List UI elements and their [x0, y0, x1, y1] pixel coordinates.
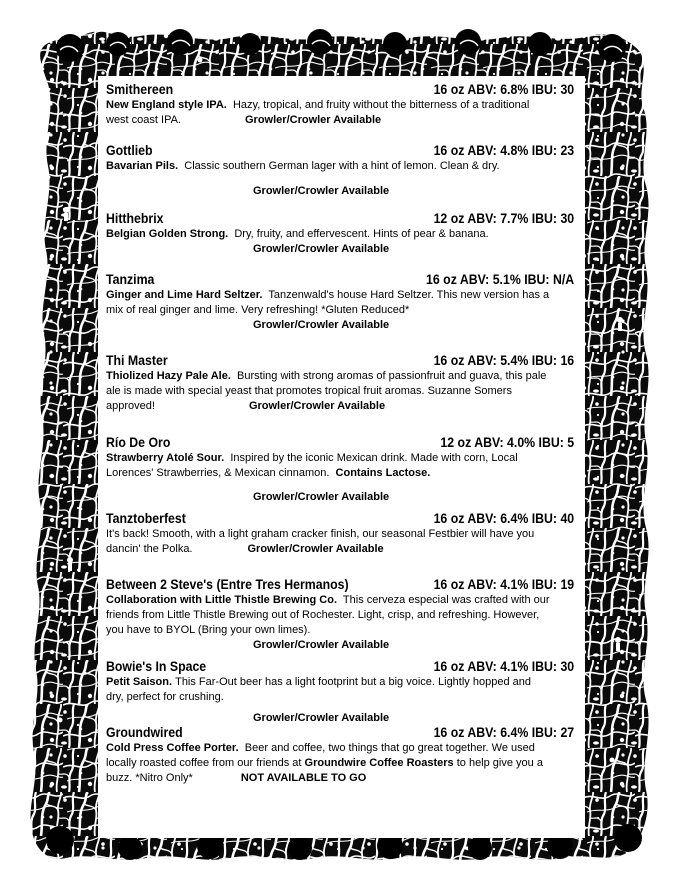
growler-note: Growler/Crowler Available [253, 319, 390, 331]
growler-note: Growler/Crowler Available [253, 639, 390, 651]
description-line: dry, perfect for crushing. [106, 691, 224, 703]
beer-stats: 16 oz ABV: 6.4% IBU: 40 [433, 510, 575, 526]
beer-entry-rio-de-oro [106, 434, 574, 505]
beer-description [106, 741, 574, 756]
beer-stats: 16 oz ABV: 4.1% IBU: 30 [433, 658, 575, 674]
beer-entry-hitthebrix [106, 210, 574, 257]
beer-stats: 16 oz ABV: 4.8% IBU: 23 [433, 142, 575, 158]
beer-description-line3 [106, 623, 574, 638]
description-line: you have to BYOL (Bring your own limes). [106, 624, 311, 636]
beer-stats: 16 oz ABV: 5.4% IBU: 16 [433, 352, 575, 368]
beer-description-line2 [106, 690, 574, 705]
description-line: to help give you a [456, 757, 543, 769]
beer-description [106, 98, 574, 113]
description-line: buzz. *Nitro Only* [106, 772, 193, 784]
beer-description [106, 593, 574, 608]
beer-description-line2 [106, 113, 574, 128]
description-line: Classic southern German lager with a hint of lemon. Clean & dry. [184, 160, 500, 172]
beer-style: Strawberry Atolé Sour. [106, 452, 225, 464]
beer-name: Between 2 Steve's (Entre Tres Hermanos) [106, 576, 349, 592]
beer-name: Thi Master [106, 352, 168, 368]
growler-line [106, 242, 574, 257]
beer-title-row [106, 81, 574, 98]
beer-entry-thi-master [106, 352, 574, 414]
beer-style: Belgian Golden Strong. [106, 228, 229, 240]
beer-name: Bowie's In Space [106, 658, 207, 674]
beer-description-line3 [106, 399, 574, 414]
beer-description [106, 675, 574, 690]
beer-title-row [106, 352, 574, 369]
growler-line [106, 318, 574, 333]
beer-name: Smithereen [106, 81, 174, 97]
description-line: ale is made with special yeast that promotes tropical fruit aromas. Suzanne Somers [106, 385, 512, 397]
beer-stats: 16 oz ABV: 5.1% IBU: N/A [426, 271, 575, 287]
beer-title-row [106, 576, 574, 593]
beer-entry-tanzima [106, 271, 574, 333]
beer-description [106, 527, 574, 542]
growler-note: Growler/Crowler Available [253, 243, 390, 255]
beer-style: Ginger and Lime Hard Seltzer. [106, 289, 263, 301]
beer-stats: 16 oz ABV: 6.4% IBU: 27 [433, 724, 575, 740]
description-line: Tanzenwald's house Hard Seltzer. This new version has a [268, 289, 550, 301]
description-line: mix of real ginger and lime. Very refreshing! *Gluten Reduced* [106, 304, 410, 316]
beer-name: Gottlieb [106, 142, 153, 158]
beer-style: Thiolized Hazy Pale Ale. [106, 370, 231, 382]
description-line: This Far-Out beer has a light footprint but a big voice. Lightly hopped and [175, 676, 531, 688]
description-line: Hazy, tropical, and fruity without the bitterness of a traditional [232, 99, 530, 111]
description-line: This cerveza especial was crafted with our [342, 594, 550, 606]
to-go-note: NOT AVAILABLE TO GO [240, 772, 367, 784]
growler-note: Growler/Crowler Available [247, 543, 384, 555]
description-line: Inspired by the iconic Mexican drink. Made with corn, Local [230, 452, 518, 464]
beer-entry-between-2-steves [106, 576, 574, 653]
description-line: friends from Little Thistle Brewing out of Rochester. Light, crisp, and refreshing. However, [106, 609, 540, 621]
beer-description-line3 [106, 771, 574, 786]
beer-entry-smithereen [106, 81, 574, 128]
beer-description [106, 369, 574, 384]
beer-description-line2 [106, 303, 574, 318]
beer-name: Tanztoberfest [106, 510, 186, 526]
beer-style: Bavarian Pils. [106, 160, 179, 172]
description-line: Bursting with strong aromas of passionfruit and guava, this pale [237, 370, 547, 382]
beer-description-line2 [106, 384, 574, 399]
beer-style: Cold Press Coffee Porter. [106, 742, 239, 754]
beer-title-row [106, 724, 574, 741]
beer-description-line2 [106, 756, 574, 771]
beer-stats: 12 oz ABV: 7.7% IBU: 30 [433, 210, 575, 226]
beer-description-line2 [106, 542, 574, 557]
beer-description [106, 288, 574, 303]
growler-note: Growler/Crowler Available [245, 114, 382, 126]
lactose-warning: Contains Lactose. [335, 467, 431, 479]
description-line: west coast IPA. [106, 114, 181, 126]
beer-title-row [106, 210, 574, 227]
growler-line [106, 184, 574, 199]
growler-line [106, 490, 574, 505]
description-line: Dry, fruity, and effervescent. Hints of pear & banana. [234, 228, 489, 240]
beer-description [106, 451, 574, 466]
description-line: approved! [106, 400, 155, 412]
beer-description-line2 [106, 608, 574, 623]
beer-title-row [106, 434, 574, 451]
roaster-name: Groundwire Coffee Roasters [304, 757, 454, 769]
growler-line [106, 638, 574, 653]
growler-note: Growler/Crowler Available [253, 712, 390, 724]
beer-entry-bowies-in-space [106, 658, 574, 726]
beer-name: Tanzima [106, 271, 155, 287]
beer-title-row [106, 142, 574, 159]
beer-entry-groundwired [106, 724, 574, 786]
beer-entry-tanztoberfest [106, 510, 574, 557]
beer-style: Petit Saison. [106, 676, 173, 688]
beer-name: Hitthebrix [106, 210, 164, 226]
description-line: locally roasted coffee from our friends at [106, 757, 302, 769]
description-line: Beer and coffee, two things that go great together. We used [244, 742, 535, 754]
growler-note: Growler/Crowler Available [248, 400, 386, 412]
beer-description [106, 227, 574, 242]
beer-title-row [106, 271, 574, 288]
beer-entry-gottlieb [106, 142, 574, 199]
description-line: dancin' the Polka. [106, 543, 193, 555]
beer-title-row [106, 658, 574, 675]
growler-note: Growler/Crowler Available [253, 491, 390, 503]
beer-description [106, 159, 574, 174]
growler-note: Growler/Crowler Available [253, 185, 390, 197]
beer-style: Collaboration with Little Thistle Brewing Co. [106, 594, 337, 606]
description-line: Lorences' Strawberries, & Mexican cinnamon. [106, 467, 330, 479]
beer-stats: 16 oz ABV: 4.1% IBU: 19 [433, 576, 575, 592]
beer-name: Río De Oro [106, 434, 171, 450]
beer-name: Groundwired [106, 724, 183, 740]
beer-title-row [106, 510, 574, 527]
beer-stats: 16 oz ABV: 6.8% IBU: 30 [433, 81, 575, 97]
beer-stats: 12 oz ABV: 4.0% IBU: 5 [440, 434, 575, 450]
beer-description-line2 [106, 466, 574, 481]
description-line: It's back! Smooth, with a light graham cracker finish, our seasonal Festbier will have you [106, 528, 535, 540]
beer-style: New England style IPA. [106, 99, 227, 111]
